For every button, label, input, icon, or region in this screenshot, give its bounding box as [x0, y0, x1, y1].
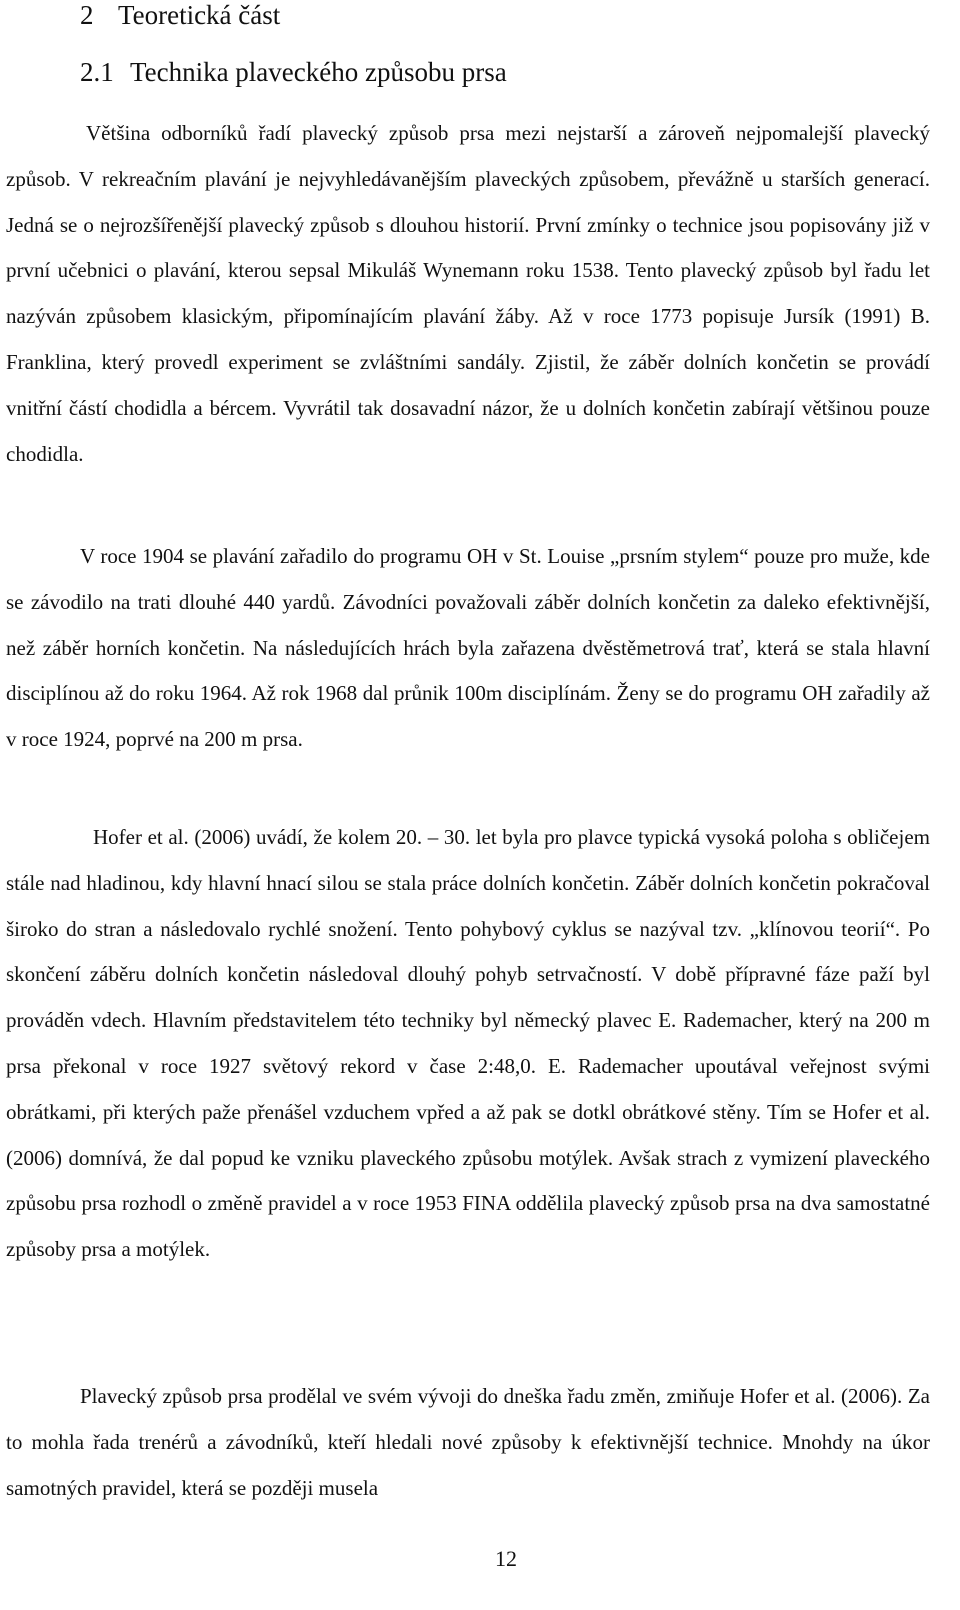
paragraph: Plavecký způsob prsa prodělal ve svém vývoji do dneška řadu změn, zmiňuje Hofer et al. (2006). Za to mohla řada trenérů a závodníků, kteří hledali nové způsoby k efektivnější technice. Mnohdy na úkor samotných pravidel, která se později musela	[6, 1384, 930, 1500]
section-number: 2.1	[80, 57, 114, 87]
paragraph: Většina odborníků řadí plavecký způsob prsa mezi nejstarší a zároveň nejpomalejší plavecký způsob. V rekreačním plavání je nejvyhledávanějším plaveckých způsobem, převážně u starších generací. Jedná se o nejrozšířenější plavecký způsob s dlouhou historií. První zmínky o technice jsou popisovány již v první učebnici o plavání, kterou sepsal Mikuláš Wynemann roku 1538. Tento plavecký způsob byl řadu let nazýván způsobem klasickým, připomínajícím plavání žáby. Až v roce 1773 popisuje Jursík (1991) B. Franklina, který provedl experiment se zvláštními sandály. Zjistil, že záběr dolních končetin se provádí vnitřní částí chodidla a bércem. Vyvrátil tak dosavadní názor, že u dolních končetin zabírají většinou pouze chodidla.	[6, 121, 930, 466]
chapter-number: 2	[80, 0, 94, 30]
chapter-title: Teoretická část	[118, 0, 281, 30]
section-title: Technika plaveckého způsobu prsa	[130, 57, 507, 87]
paragraph: V roce 1904 se plavání zařadilo do programu OH v St. Louise „prsním stylem“ pouze pro muže, kde se závodilo na trati dlouhé 440 yardů. Závodníci považovali záběr dolních končetin za daleko efektivnější, než záběr horních končetin. Na následujících hrách byla zařazena dvěstěmetrová trať, která se stala hlavní disciplínou až do roku 1964. Až rok 1968 dal průnik 100m disciplínám. Ženy se do programu OH zařadily až v roce 1924, poprvé na 200 m prsa.	[6, 544, 930, 752]
section-heading	[80, 57, 507, 87]
page-number: 12	[495, 1546, 517, 1571]
chapter-heading	[80, 0, 280, 30]
paragraph: Hofer et al. (2006) uvádí, že kolem 20. – 30. let byla pro plavce typická vysoká poloha s obličejem stále nad hladinou, kdy hlavní hnací silou se stala práce dolních končetin. Záběr dolních končetin pokračoval široko do stran a následovalo rychlé snožení. Tento pohybový cyklus se nazýval tzv. „klínovou teorií“. Po skončení záběru dolních končetin následoval dlouhý pohyb setrvačností. V době přípravné fáze paží byl prováděn vdech. Hlavním představitelem této techniky byl německý plavec E. Rademacher, který na 200 m prsa překonal v roce 1927 světový rekord v čase 2:48,0. E. Rademacher upoutával veřejnost svými obrátkami, při kterých paže přenášel vzduchem vpřed a až pak se dotkl obrátkové stěny. Tím se Hofer et al. (2006) domnívá, že dal popud ke vzniku plaveckého způsobu motýlek. Avšak strach z vymizení plaveckého způsobu prsa rozhodl o změně pravidel a v roce 1953 FINA oddělila plavecký způsob prsa na dva samostatné způsoby prsa a motýlek.	[6, 825, 930, 1262]
